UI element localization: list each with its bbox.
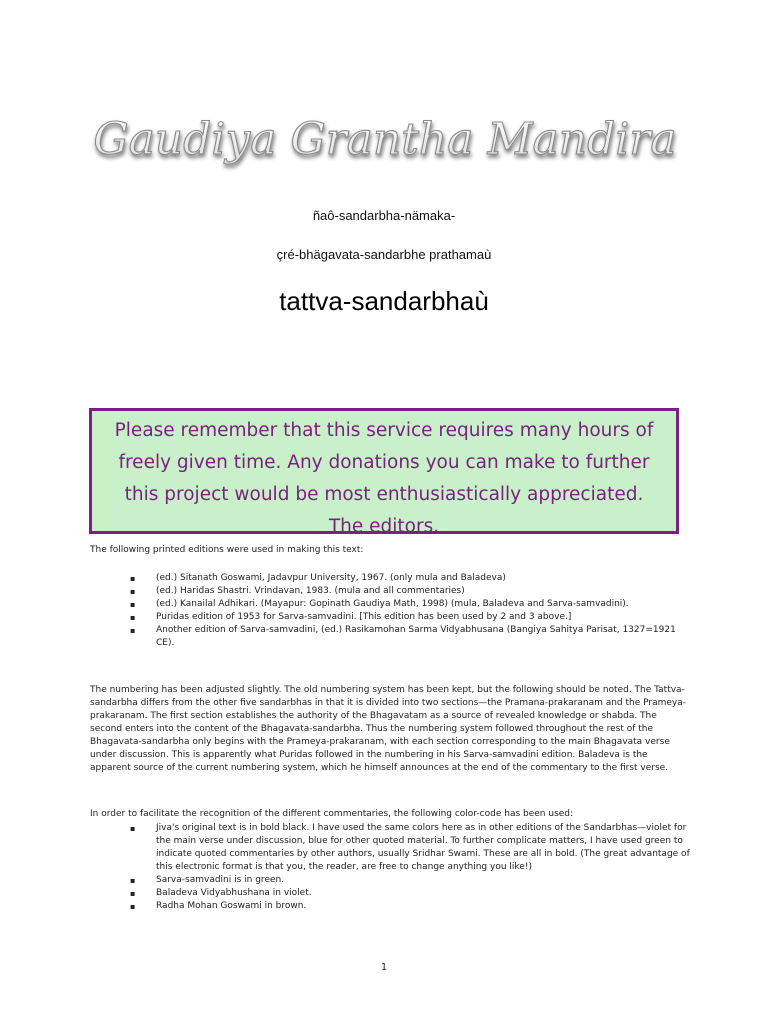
list-item: ▪ (ed.) Haridas Shastri. Vrindavan, 1983. (mula and all commentaries)	[90, 585, 690, 598]
notice-line: freely given time. Any donations you can make to further	[118, 452, 650, 473]
list-item: ▪ Sarva-samvadini is in green.	[90, 874, 690, 887]
notice-line: Please remember that this service requires many hours of	[114, 420, 654, 441]
subtitle-line-1: ñaô-sandarbha-nämaka-	[312, 208, 456, 223]
editions-list	[90, 572, 690, 650]
list-item: ▪ Another edition of Sarva-samvadini, (ed.) Rasikamohan Sarma Vidyabhusana (Bangiya Sahitya Parisat, 1327=1921 CE).	[90, 624, 690, 650]
list-item: ▪ Puridas edition of 1953 for Sarva-samvadini. [This edition has been used by 2 and 3 above.]	[90, 611, 690, 624]
editions-intro: The following printed editions were used in making this text:	[90, 545, 364, 555]
page-number: 1	[380, 962, 388, 973]
colorcode-intro: In order to facilitate the recognition of the different commentaries, the following color-code has been used:	[90, 809, 574, 819]
list-item: ▪ Radha Mohan Goswami in brown.	[90, 900, 690, 913]
subtitle-line-2: çré-bhägavata-sandarbhe prathamaù	[276, 247, 492, 262]
logo	[93, 100, 677, 180]
colorcode-list	[90, 822, 690, 913]
logo-graphic	[93, 100, 677, 180]
list-item: ▪ Jiva's original text is in bold black. I have used the same colors here as in other editions of the Sandarbhas—violet for the main verse under discussion, blue for other quoted material. To further complicate matters, I have used green to indicate quoted commentaries by other authors, usually Sridhar Swami. These are all in bold. (The great advantage of this electronic format is that you, the reader, are free to change anything you like!)	[90, 822, 690, 874]
notice-signature: The editors.	[328, 516, 440, 537]
list-item: ▪ (ed.) Sitanath Goswami, Jadavpur University, 1967. (only mula and Baladeva)	[90, 572, 690, 585]
numbering-paragraph: The numbering has been adjusted slightly. The old numbering system has been kept, but the following should be noted. The Tattva-sandarbha differs from the other five sandarbhas in that it is divided into two sections—the Pramana-prakaranam and the Prameya-prakaranam. The first section establishes the authority of the Bhagavatam as a source of revealed knowledge or shabda. The second enters into the content of the Bhagavata-sandarbha. Thus the numbering system followed throughout the rest of the Bhagavata-sandarbha only begins with the Prameya-prakaranam, with each section corresponding to the main Bhagavata verse under discussion. This is apparently what Puridas followed in the numbering in his Sarva-samvadini edition. Baladeva is the apparent source of the current numbering system, which he himself announces at the end of the commentary to the first verse.	[90, 685, 687, 773]
donation-notice-box	[89, 408, 679, 537]
main-title: tattva-sandarbhaù	[279, 286, 489, 316]
list-item: ▪ Baladeva Vidyabhushana in violet.	[90, 887, 690, 900]
notice-line: this project would be most enthusiastically appreciated.	[124, 484, 644, 505]
logo-text: Gaudiya Grantha Mandira	[93, 114, 677, 165]
list-item: ▪ (ed.) Kanailal Adhikari. (Mayapur: Gopinath Gaudiya Math, 1998) (mula, Baladeva and Sarva-samvadini).	[90, 598, 690, 611]
